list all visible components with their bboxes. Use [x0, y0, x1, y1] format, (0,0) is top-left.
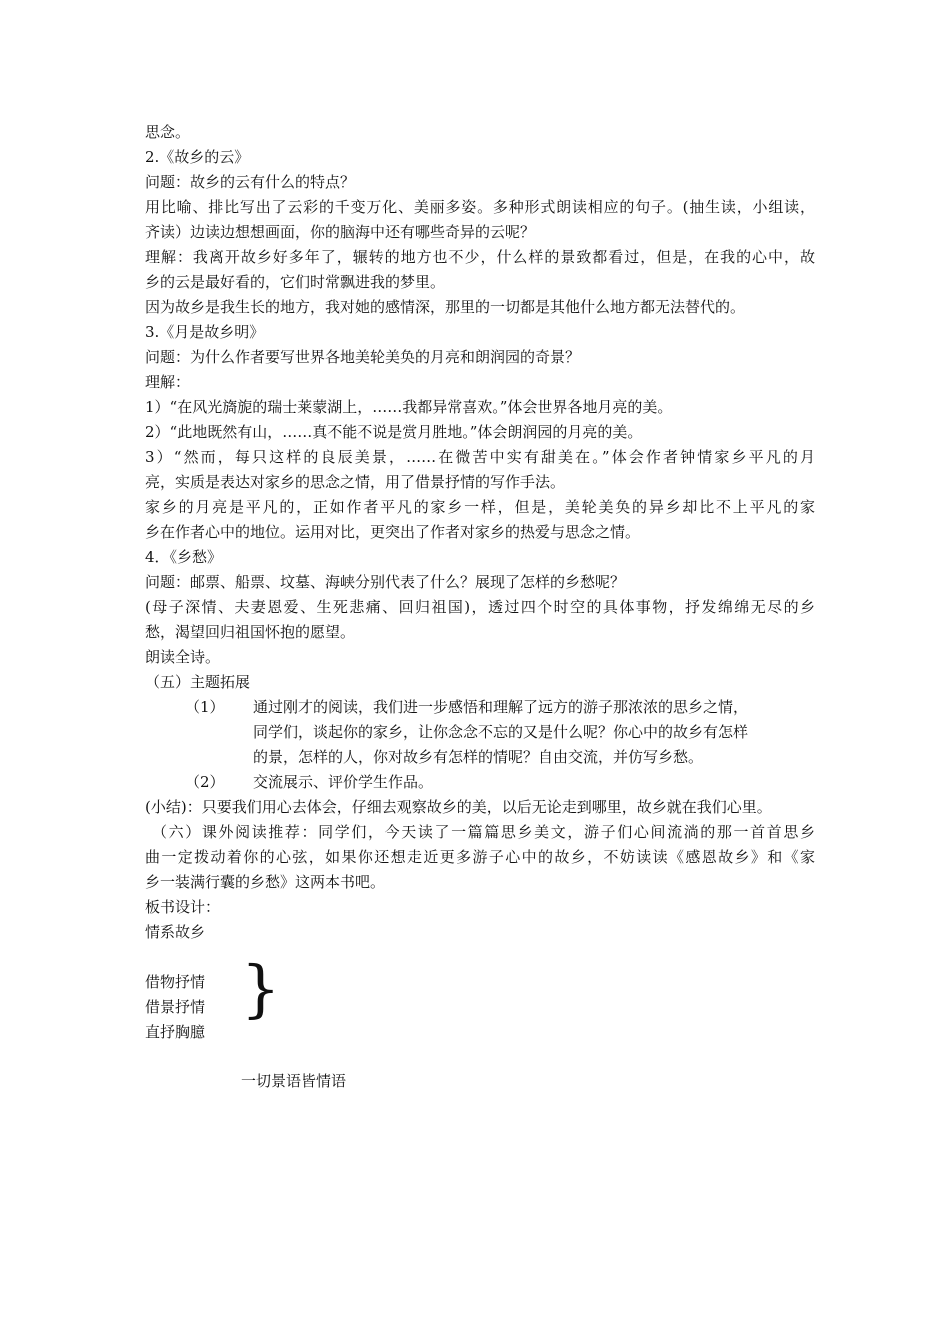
list-item: 3）“然而，每只这样的良辰美景，……在微苦中实有甜美在。”体会作者钟情家乡平凡的月: [145, 448, 815, 466]
paragraph-line: 用比喻、排比写出了云彩的千变万化、美丽多姿。多种形式朗读相应的句子。(抽生读，小组读，: [145, 198, 815, 216]
question-line: 问题：故乡的云有什么的特点？: [145, 173, 356, 191]
paragraph-line: 曲一定拨动着你的心弦，如果你还想走近更多游子心中的故乡，不妨读读《感恩故乡》和《家: [145, 848, 815, 866]
section-title: 4．《乡愁》: [145, 548, 223, 566]
paragraph-line: 同学们，谈起你的家乡，让你念念不忘的又是什么呢？你心中的故乡有怎样: [253, 723, 749, 741]
paragraph-line: 因为故乡是我生长的地方，我对她的感情深，那里的一切都是其他什么地方都无法替代的。: [145, 298, 746, 316]
paragraph-line: （六）课外阅读推荐：同学们，今天读了一篇篇思乡美文，游子们心间流淌的那一首首思乡: [152, 823, 815, 841]
paragraph-line: 愁，渴望回归祖国怀抱的愿望。: [145, 623, 356, 641]
list-item: 1）“在风光旖旎的瑞士莱蒙湖上，……我都异常喜欢。”体会世界各地月亮的美。: [145, 398, 673, 416]
list-item: [145, 770, 815, 795]
board-item: 借物抒情: [145, 973, 206, 991]
section-title: 3.《月是故乡明》: [145, 323, 265, 341]
paragraph-line: 乡一装满行囊的乡愁》这两本书吧。: [145, 873, 386, 891]
paragraph-line: 交流展示、评价学生作品。: [253, 773, 434, 791]
right-brace: }: [241, 952, 281, 1025]
paragraph-line: 的景，怎样的人，你对故乡有怎样的情呢？自由交流，并仿写乡愁。: [253, 748, 704, 766]
paragraph-line: 理解：我离开故乡好多年了，辗转的地方也不少，什么样的景致都看过，但是，在我的心中，故: [145, 248, 815, 266]
paragraph-line: 理解：: [145, 373, 191, 391]
paragraph-line: 家乡的月亮是平凡的，正如作者平凡的家乡一样，但是，美轮美奂的异乡却比不上平凡的家: [145, 498, 815, 516]
section-title: （五）主题拓展: [145, 673, 251, 691]
board-design-label: 板书设计：: [145, 898, 221, 916]
board-item: 直抒胸臆: [145, 1023, 206, 1041]
board-conclusion: 一切景语皆情语: [241, 1072, 347, 1090]
paragraph-line: 通过刚才的阅读，我们进一步感悟和理解了远方的游子那浓浓的思乡之情，: [253, 698, 749, 716]
section-title: 2.《故乡的云》: [145, 148, 250, 166]
paragraph-line: 思念。: [145, 123, 191, 141]
paragraph-line: 朗读全诗。: [145, 648, 221, 666]
question-line: 问题：为什么作者要写世界各地美轮美奂的月亮和朗润园的奇景？: [145, 348, 581, 366]
board-diagram: [145, 945, 815, 1095]
question-line: 问题：邮票、船票、坟墓、海峡分别代表了什么？展现了怎样的乡愁呢？: [145, 573, 626, 591]
summary-line: (小结)：只要我们用心去体会，仔细去观察故乡的美，以后无论走到哪里，故乡就在我们心里。: [145, 798, 772, 816]
item-number: （2）: [185, 773, 225, 791]
paragraph-line: (母子深情、夫妻恩爱、生死悲痛、回归祖国)，透过四个时空的具体事物，抒发绵绵无尽的乡: [145, 598, 815, 616]
paragraph-line: 齐读）边读边想想画面，你的脑海中还有哪些奇异的云呢？: [145, 223, 536, 241]
paragraph-line: 亮，实质是表达对家乡的思念之情，用了借景抒情的写作手法。: [145, 473, 566, 491]
board-title: 情系故乡: [145, 923, 206, 941]
board-item: 借景抒情: [145, 998, 206, 1016]
paragraph-line: 乡在作者心中的地位。运用对比，更突出了作者对家乡的热爱与思念之情。: [145, 523, 641, 541]
item-number: （1）: [185, 698, 225, 716]
list-item: [145, 695, 815, 770]
paragraph-line: 乡的云是最好看的，它们时常飘进我的梦里。: [145, 273, 446, 291]
document-page: [145, 120, 815, 1095]
list-item: 2）“此地既然有山，……真不能不说是赏月胜地。”体会朗润园的月亮的美。: [145, 423, 643, 441]
